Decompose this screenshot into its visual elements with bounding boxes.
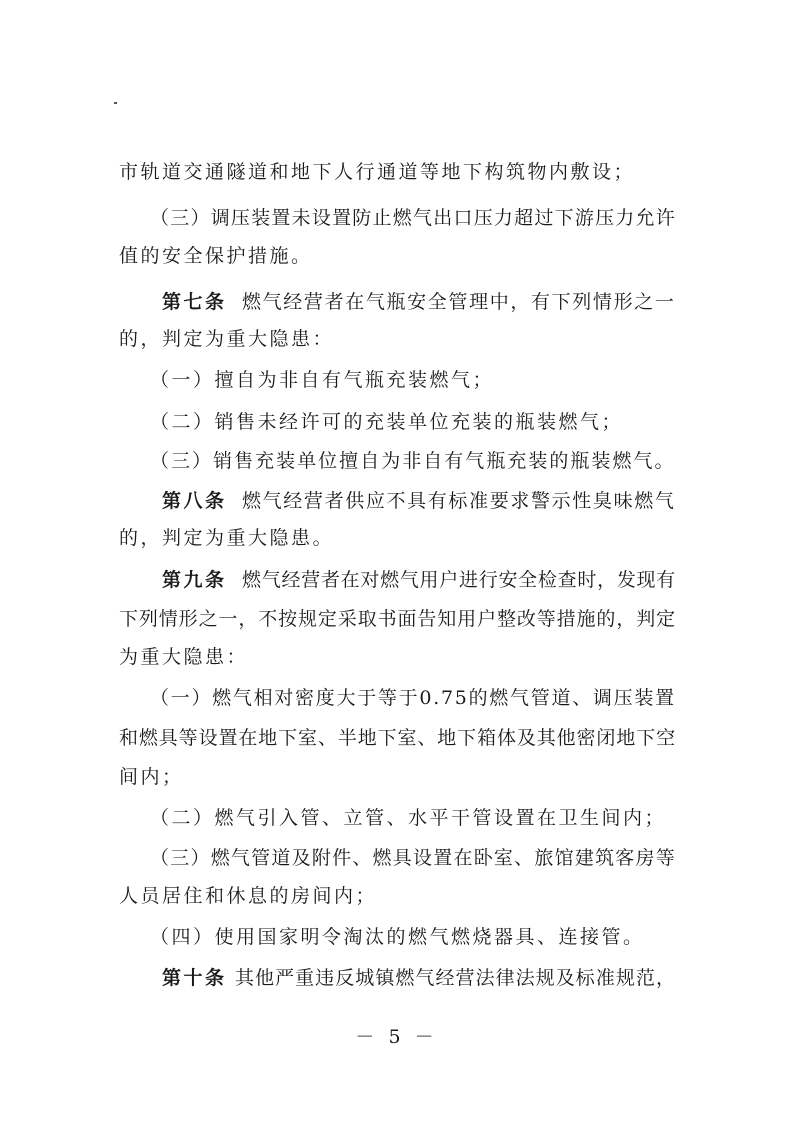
line-text: 和燃具等设置在地下室、半地下室、地下箱体及其他密闭地下空 <box>119 727 677 749</box>
article-heading: 第十条 <box>162 967 227 989</box>
line-text: 为重大隐患： <box>119 646 249 668</box>
line-text: 燃气经营者供应不具有标准要求警示性臭味燃气 <box>242 490 676 512</box>
line-text: 其他严重违反城镇燃气经营法律法规及标准规范， <box>235 967 677 989</box>
line-text: 的，判定为重大隐患： <box>119 328 335 350</box>
line-text: （一）燃气相对密度大于等于0.75的燃气管道、调压装置 <box>150 687 676 709</box>
article-heading: 第八条 <box>162 490 227 512</box>
line-text: 市轨道交通隧道和地下人行通道等地下构筑物内敷设； <box>119 161 636 183</box>
line-text: 燃气经营者在对燃气用户进行安全检查时，发现有 <box>242 569 677 591</box>
line-text: 下列情形之一，不按规定采取书面告知用户整改等措施的，判定 <box>119 608 677 630</box>
line-text: （三）销售充装单位擅自为非自有气瓶充装的瓶装燃气。 <box>150 450 676 472</box>
line-text: （三）调压装置未设置防止燃气出口压力超过下游压力允许 <box>150 207 677 229</box>
line-text: （一）擅自为非自有气瓶充装燃气； <box>150 369 495 391</box>
line-text: （三）燃气管道及附件、燃具设置在卧室、旅馆建筑客房等 <box>150 847 677 869</box>
page-number: － 5 － <box>355 1026 438 1048</box>
article-heading: 第九条 <box>162 569 227 591</box>
line-text: 值的安全保护措施。 <box>119 245 313 267</box>
line-text: 间内； <box>119 766 184 788</box>
line-text: 的，判定为重大隐患。 <box>119 527 335 549</box>
line-text: 人员居住和休息的房间内； <box>119 885 378 907</box>
line-text: （二）销售未经许可的充装单位充装的瓶装燃气； <box>150 411 624 433</box>
article-heading: 第七条 <box>162 291 227 313</box>
scan-mark <box>114 102 117 104</box>
line-text: （二）燃气引入管、立管、水平干管设置在卫生间内； <box>150 807 667 829</box>
line-text: （四）使用国家明令淘汰的燃气燃烧器具、连接管。 <box>150 926 645 948</box>
line-text: 燃气经营者在气瓶安全管理中，有下列情形之一 <box>242 291 676 313</box>
